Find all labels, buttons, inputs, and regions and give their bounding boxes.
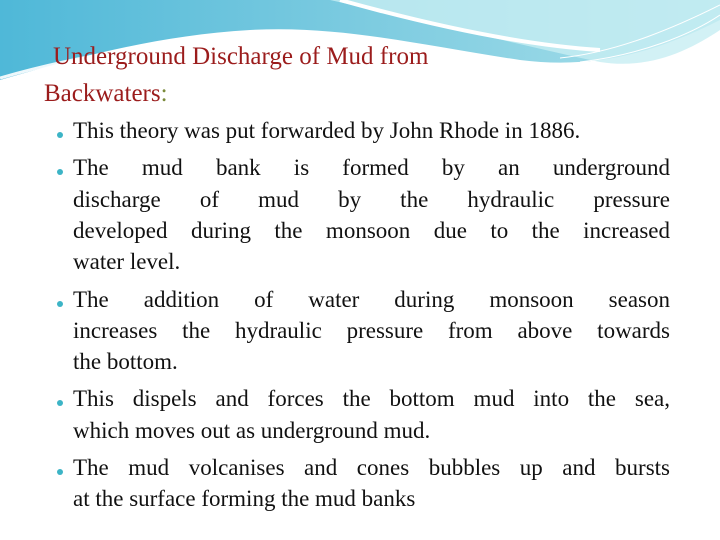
bullet-text-line: The mud volcanises and cones bubbles up and bursts — [73, 455, 670, 480]
bullet-text-line: which moves out as underground mud. — [73, 418, 431, 443]
bullet-text-line: This dispels and forces the bottom mud into the sea, — [73, 386, 670, 411]
bullet-text-line: The mud bank is formed by an underground — [73, 155, 670, 180]
bullet-text-line: The addition of water during monsoon season — [73, 287, 670, 312]
bullet-marker — [57, 400, 63, 406]
bullet-text-line: developed during the monsoon due to the increased — [73, 218, 670, 243]
bullet-text-line: This theory was put forwarded by John Rhode in 1886. — [73, 118, 581, 143]
bullet-text-line: the bottom. — [73, 349, 178, 374]
bullet-text-line: water level. — [73, 249, 181, 274]
bullet-text-line: discharge of mud by the hydraulic pressure — [73, 187, 670, 212]
bullet-marker — [57, 301, 63, 307]
slide-title: Underground Discharge of Mud from Backwaters: — [44, 43, 429, 107]
bullet-marker — [57, 169, 63, 175]
bullet-marker — [57, 132, 63, 138]
bullet-marker — [57, 469, 63, 475]
bullet-text-line: at the surface forming the mud banks — [73, 486, 416, 511]
bullet-text-line: increases the hydraulic pressure from above towards — [73, 318, 670, 343]
